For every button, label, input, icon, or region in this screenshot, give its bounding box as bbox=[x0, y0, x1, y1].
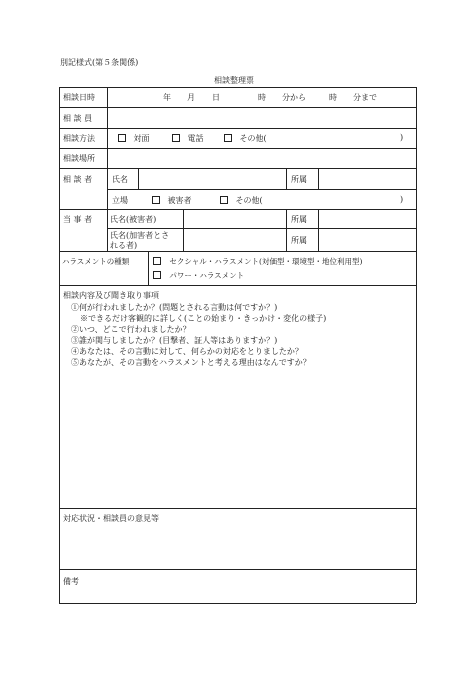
row-divider bbox=[59, 508, 416, 509]
row-divider bbox=[59, 168, 416, 169]
remarks-heading: 備考 bbox=[63, 577, 79, 586]
row-divider bbox=[59, 569, 416, 570]
consultation-field[interactable] bbox=[62, 370, 413, 505]
form-title: 相談整理票 bbox=[214, 76, 254, 85]
method-close-paren: ) bbox=[400, 133, 404, 142]
consultation-note: ※できるだけ客観的に詳しく(ことの始まり・きっかけ・変化の様子) bbox=[80, 314, 327, 323]
checkbox[interactable] bbox=[153, 257, 161, 265]
consultation-heading: 相談内容及び聞き取り事項 bbox=[63, 291, 159, 300]
perpetrator-name-label-line1: 氏名(加害者とさ bbox=[110, 231, 170, 240]
staff-field[interactable] bbox=[110, 110, 413, 126]
datetime-label: 相談日時 bbox=[63, 93, 95, 102]
column-divider bbox=[138, 168, 139, 189]
table-border-top bbox=[59, 87, 416, 88]
method-option-in-person[interactable]: 対面 bbox=[118, 133, 150, 144]
month-unit: 月 bbox=[187, 93, 195, 102]
method-label: 相談方法 bbox=[63, 134, 95, 143]
table-border-right bbox=[416, 87, 417, 603]
checkbox[interactable] bbox=[152, 196, 160, 204]
consultant-position-label: 立場 bbox=[112, 196, 128, 205]
column-divider bbox=[318, 209, 319, 251]
row-divider bbox=[107, 228, 416, 229]
checkbox[interactable] bbox=[118, 134, 126, 142]
consultation-item: ③誰が関与しましたか？(目撃者、証人等はありますか？) bbox=[71, 336, 278, 345]
consultant-affiliation-field[interactable] bbox=[321, 171, 413, 187]
victim-name-label: 氏名(被害者) bbox=[110, 215, 157, 224]
column-divider bbox=[286, 168, 287, 189]
consultation-item: ①何が行われましたか？(問題とされる言動は何ですか？) bbox=[71, 303, 278, 312]
checkbox[interactable] bbox=[220, 196, 228, 204]
position-close-paren: ) bbox=[400, 195, 404, 204]
perpetrator-affiliation-label: 所属 bbox=[291, 236, 307, 245]
position-option-victim[interactable]: 被害者 bbox=[152, 195, 192, 206]
method-option-phone[interactable]: 電話 bbox=[172, 133, 204, 144]
table-border-bottom bbox=[59, 603, 416, 604]
datetime-field[interactable] bbox=[110, 89, 413, 105]
checkbox[interactable] bbox=[153, 271, 161, 279]
consultant-name-field[interactable] bbox=[141, 171, 283, 187]
checkbox[interactable] bbox=[172, 134, 180, 142]
row-divider bbox=[59, 285, 416, 286]
parties-label: 当 事 者 bbox=[63, 215, 93, 224]
column-divider bbox=[318, 168, 319, 189]
day-unit: 日 bbox=[212, 93, 220, 102]
perpetrator-name-label-line2: れる者) bbox=[110, 241, 138, 250]
form-reference: 別記様式(第５条関係) bbox=[60, 58, 139, 67]
place-field[interactable] bbox=[110, 150, 413, 166]
consultation-item: ②いつ、どこで行われましたか？ bbox=[71, 325, 191, 334]
staff-label: 相 談 員 bbox=[63, 114, 93, 123]
row-divider bbox=[59, 209, 416, 210]
perpetrator-affiliation-field[interactable] bbox=[321, 230, 413, 249]
row-divider bbox=[107, 189, 416, 190]
harassment-option-sexual[interactable]: セクシャル・ハラスメント(対価型・環境型・地位利用型) bbox=[153, 256, 362, 267]
column-divider bbox=[107, 87, 108, 168]
remarks-field[interactable] bbox=[62, 587, 413, 601]
column-divider bbox=[183, 209, 184, 251]
row-divider bbox=[59, 107, 416, 108]
method-option-other[interactable]: その他( bbox=[224, 133, 267, 144]
row-divider bbox=[59, 251, 416, 252]
year-unit: 年 bbox=[163, 93, 171, 102]
row-divider bbox=[59, 128, 416, 129]
place-label: 相談場所 bbox=[63, 154, 95, 163]
table-border-left bbox=[59, 87, 60, 603]
consultant-label: 相 談 者 bbox=[63, 175, 93, 184]
consultation-item: ④あなたは、その言動に対して、何らかの対応をとりましたか？ bbox=[71, 347, 303, 356]
perpetrator-name-field[interactable] bbox=[186, 230, 283, 249]
position-option-other[interactable]: その他( bbox=[220, 195, 263, 206]
consultant-name-label: 氏名 bbox=[112, 175, 128, 184]
hour-from-unit: 時 bbox=[258, 93, 266, 102]
harassment-option-power[interactable]: パワー・ハラスメント bbox=[153, 270, 244, 281]
consultant-affiliation-label: 所属 bbox=[291, 175, 307, 184]
harassment-type-label: ハラスメントの種類 bbox=[62, 257, 130, 266]
victim-affiliation-field[interactable] bbox=[321, 211, 413, 226]
hour-to-unit: 時 bbox=[329, 93, 337, 102]
minute-to-unit: 分まで bbox=[353, 93, 377, 102]
response-field[interactable] bbox=[62, 525, 413, 567]
column-divider bbox=[148, 251, 149, 285]
row-divider bbox=[59, 148, 416, 149]
response-heading: 対応状況・相談員の意見等 bbox=[63, 514, 159, 523]
checkbox[interactable] bbox=[224, 134, 232, 142]
column-divider bbox=[107, 168, 108, 251]
consultation-item: ⑤あなたが、その言動をハラスメントと考える理由はなんですか？ bbox=[71, 358, 311, 367]
victim-name-field[interactable] bbox=[186, 211, 283, 226]
minute-from-unit: 分から bbox=[282, 93, 306, 102]
victim-affiliation-label: 所属 bbox=[291, 215, 307, 224]
column-divider bbox=[286, 209, 287, 251]
